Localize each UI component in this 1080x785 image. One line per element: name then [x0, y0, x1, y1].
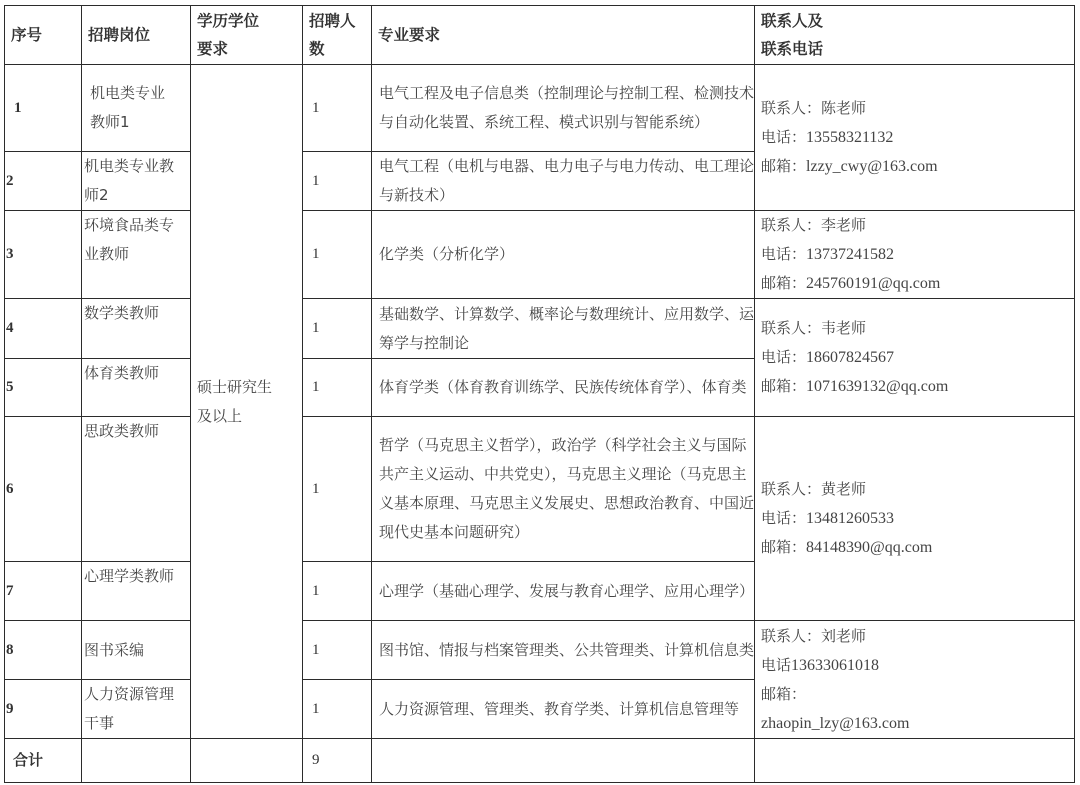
contact-cell [755, 299, 1075, 417]
header-contact-line1: 联系人及 [761, 12, 824, 30]
total-label: 合计 [5, 739, 82, 783]
header-row [5, 6, 1075, 65]
education-requirement [191, 65, 303, 739]
position-line: 教师1 [90, 113, 130, 131]
total-empty-education [191, 739, 303, 783]
row-count: 1 [303, 417, 372, 562]
row-major: 心理学（基础心理学、发展与教育心理学、应用心理学） [372, 562, 755, 621]
header-contact [755, 6, 1075, 65]
position-line: 机电类专业 [90, 84, 166, 102]
row-major: 人力资源管理、管理类、教育学类、计算机信息管理等 [372, 680, 755, 739]
contact-person: 联系人：陈老师 [761, 99, 867, 117]
contact-email-label: 邮箱： [761, 684, 807, 703]
contact-cell [755, 621, 1075, 739]
row-index: 9 [5, 680, 82, 739]
position-line: 思政类教师 [84, 422, 160, 440]
row-count: 1 [303, 152, 372, 211]
contact-phone: 电话：13737241582 [761, 245, 895, 263]
row-index: 8 [5, 621, 82, 680]
row-index: 3 [5, 211, 82, 299]
contact-phone: 电话：13481260533 [761, 509, 895, 527]
row-position [82, 680, 191, 739]
position-line: 师2 [84, 186, 109, 204]
contact-phone: 电话13633061018 [761, 655, 880, 674]
row-position [82, 299, 191, 359]
contact-person: 联系人：刘老师 [761, 626, 867, 645]
row-major: 化学类（分析化学） [372, 211, 755, 299]
table-row [5, 621, 1075, 680]
contact-person: 联系人：黄老师 [761, 480, 867, 498]
position-line: 环境食品类专 [84, 216, 175, 234]
contact-cell [755, 417, 1075, 621]
education-line: 硕士研究生 [197, 377, 273, 396]
row-position [82, 359, 191, 417]
recruitment-table [4, 5, 1075, 783]
header-major: 专业要求 [372, 6, 755, 65]
contact-person: 联系人：李老师 [761, 216, 867, 234]
row-position [82, 621, 191, 680]
row-position [82, 152, 191, 211]
row-major: 基础数学、计算数学、概率论与数理统计、应用数学、运筹学与控制论 [372, 299, 755, 359]
contact-phone: 电话：13558321132 [761, 128, 894, 146]
contact-person: 联系人：韦老师 [761, 319, 867, 337]
row-index: 6 [5, 417, 82, 562]
header-contact-line2: 联系电话 [761, 40, 824, 58]
table-row [5, 417, 1075, 562]
header-count-line1: 招聘人 [309, 12, 356, 30]
row-count: 1 [303, 562, 372, 621]
row-major: 体育学类（体育教育训练学、民族传统体育学）、体育类 [372, 359, 755, 417]
table-row [5, 65, 1075, 152]
header-education-line1: 学历学位 [197, 12, 260, 30]
header-index: 序号 [5, 6, 82, 65]
education-line: 及以上 [197, 406, 243, 425]
contact-cell [755, 65, 1075, 211]
row-position [82, 65, 191, 152]
row-major: 哲学（马克思主义哲学），政治学（科学社会主义与国际共产主义运动、中共党史），马克思主义理论（马克思主义基本原理、马克思主义发展史、思想政治教育、中国近现代史基本问题研究） [372, 417, 755, 562]
row-position [82, 211, 191, 299]
row-count: 1 [303, 680, 372, 739]
row-major: 电气工程（电机与电器、电力电子与电力传动、电工理论与新技术） [372, 152, 755, 211]
total-empty-major [372, 739, 755, 783]
position-line: 数学类教师 [84, 304, 160, 322]
row-count: 1 [303, 621, 372, 680]
table-row [5, 211, 1075, 299]
contact-email: 邮箱：84148390@qq.com [761, 538, 933, 556]
row-index: 4 [5, 299, 82, 359]
contact-email: 邮箱：lzzy_cwy@163.com [761, 157, 938, 175]
contact-email: zhaopin_lzy@163.com [761, 714, 910, 732]
header-count-line2: 数 [309, 40, 325, 58]
row-position [82, 417, 191, 562]
contact-cell [755, 211, 1075, 299]
position-line: 体育类教师 [84, 364, 160, 382]
row-count: 1 [303, 65, 372, 152]
row-count: 1 [303, 299, 372, 359]
row-major: 图书馆、情报与档案管理类、公共管理类、计算机信息类 [372, 621, 755, 680]
total-empty-contact [755, 739, 1075, 783]
row-count: 1 [303, 359, 372, 417]
header-count [303, 6, 372, 65]
row-position [82, 562, 191, 621]
header-position: 招聘岗位 [82, 6, 191, 65]
header-education-line2: 要求 [197, 40, 229, 58]
row-index: 7 [5, 562, 82, 621]
position-line: 图书采编 [84, 640, 145, 659]
position-line: 人力资源管理 [84, 685, 175, 703]
row-index: 1 [5, 65, 82, 152]
position-line: 心理学类教师 [84, 567, 175, 585]
table-row [5, 299, 1075, 359]
row-index: 2 [5, 152, 82, 211]
contact-phone: 电话：18607824567 [761, 348, 895, 366]
position-line: 机电类专业教 [84, 157, 175, 175]
row-index: 5 [5, 359, 82, 417]
contact-email: 邮箱：1071639132@qq.com [761, 377, 949, 395]
total-empty-position [82, 739, 191, 783]
total-count: 9 [303, 739, 372, 783]
position-line: 业教师 [84, 245, 130, 263]
row-major: 电气工程及电子信息类（控制理论与控制工程、检测技术与自动化装置、系统工程、模式识别与智能系统） [372, 65, 755, 152]
header-education [191, 6, 303, 65]
contact-email: 邮箱：245760191@qq.com [761, 274, 941, 292]
total-row [5, 739, 1075, 783]
row-count: 1 [303, 211, 372, 299]
position-line: 干事 [84, 714, 115, 732]
